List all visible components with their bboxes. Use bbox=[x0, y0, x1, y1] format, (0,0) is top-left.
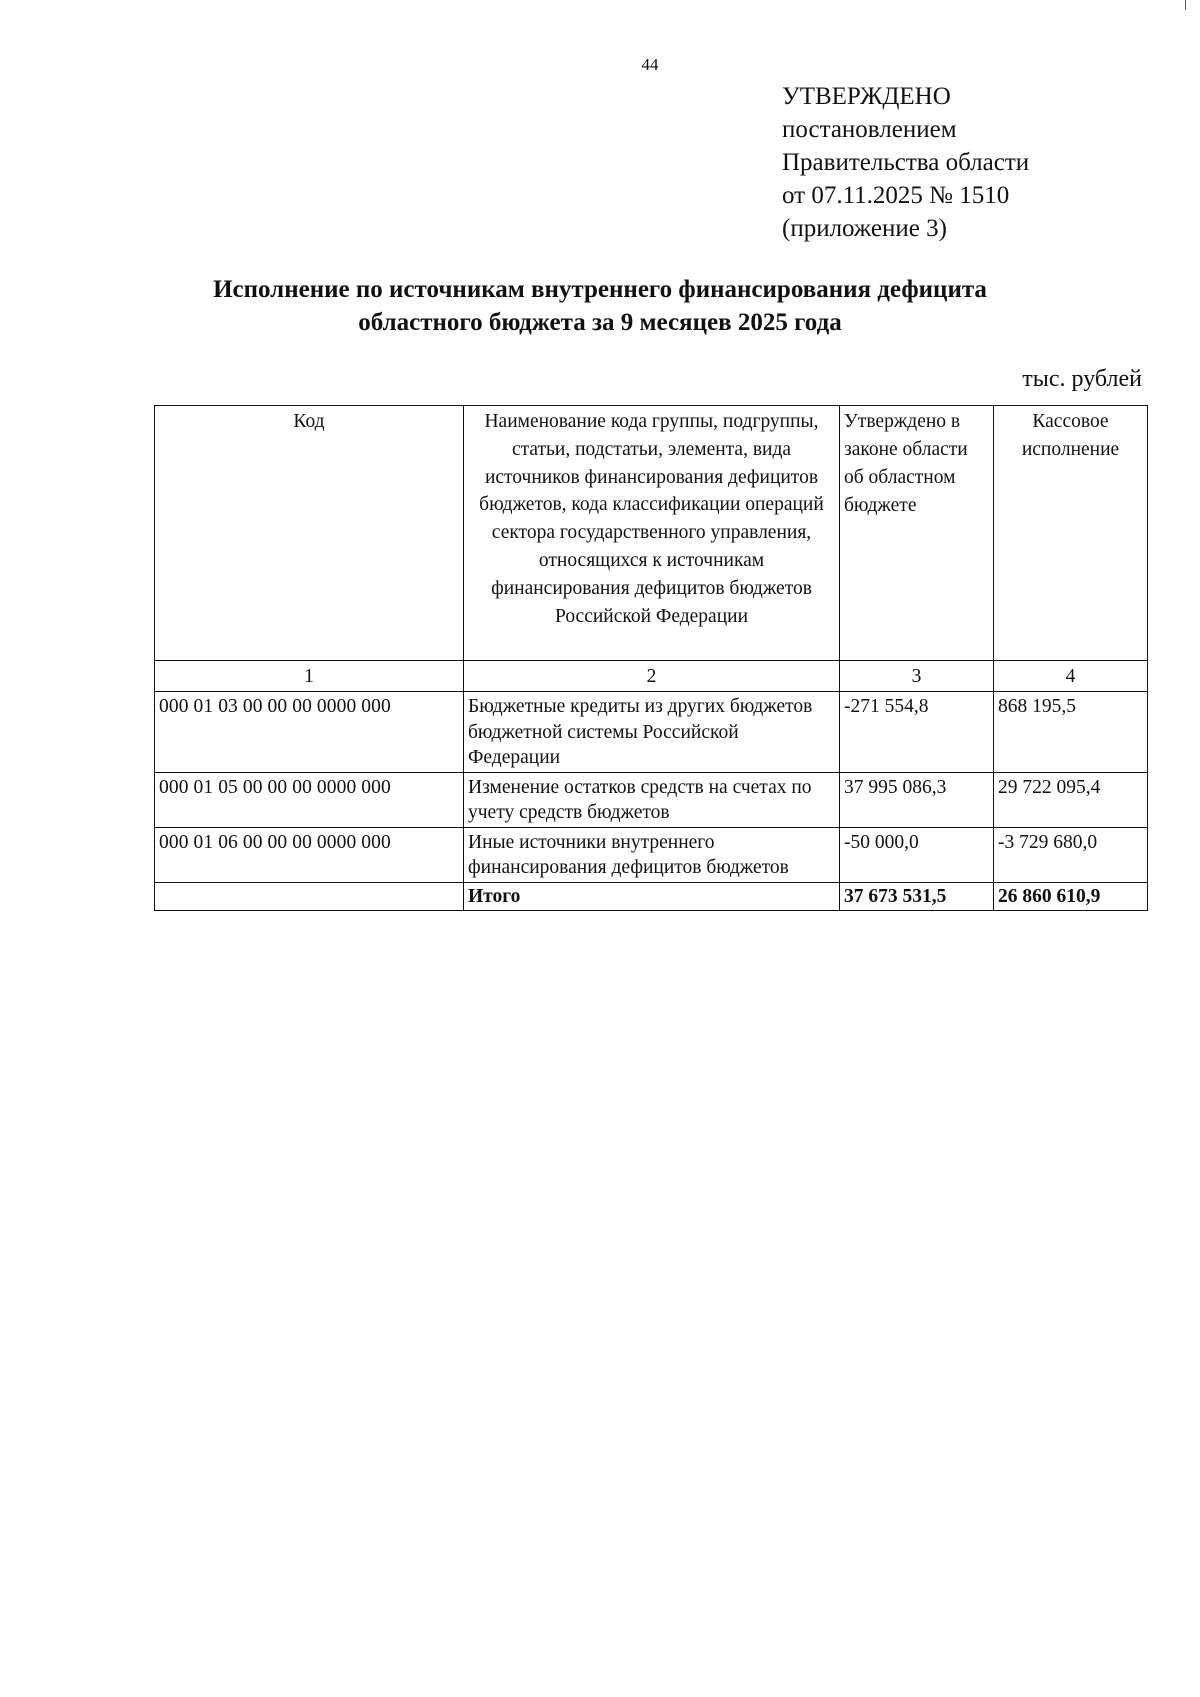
column-number-2: 2 bbox=[464, 661, 840, 692]
total-label: Итого bbox=[464, 882, 840, 910]
header-execution: Кассовое исполнение bbox=[994, 406, 1148, 661]
approval-line-4: от 07.11.2025 № 1510 bbox=[782, 182, 1010, 209]
row-execution: -3 729 680,0 bbox=[994, 827, 1148, 882]
row-code: 000 01 03 00 00 00 0000 000 bbox=[155, 692, 464, 773]
row-name: Иные источники внутреннего финансирования дефицитов бюджетов bbox=[464, 827, 840, 882]
document-title bbox=[100, 273, 1100, 339]
approval-line-2: постановлением bbox=[782, 116, 957, 143]
approval-line-1: УТВЕРЖДЕНО bbox=[782, 83, 951, 110]
total-approved: 37 673 531,5 bbox=[840, 882, 994, 910]
approval-line-3: Правительства области bbox=[782, 149, 1030, 176]
row-name: Изменение остатков средств на счетах по учету средств бюджетов bbox=[464, 772, 840, 827]
row-name: Бюджетные кредиты из других бюджетов бюджетной системы Российской Федерации bbox=[464, 692, 840, 773]
units-label: тыс. рублей bbox=[1022, 366, 1142, 392]
financing-table bbox=[154, 405, 1148, 911]
header-name: Наименование кода группы, подгруппы, статьи, подстатьи, элемента, вида источников финансирования дефицитов бюджетов, кода классификации операций сектора государственного управления, относящихся к источникам финансирования дефицитов бюджетов Российской Федерации bbox=[464, 406, 840, 661]
scan-mark bbox=[1185, 0, 1190, 10]
header-approved: Утверждено в законе области об областном бюджете bbox=[840, 406, 994, 661]
row-approved: -271 554,8 bbox=[840, 692, 994, 773]
table-row bbox=[155, 692, 1148, 773]
row-execution: 29 722 095,4 bbox=[994, 772, 1148, 827]
row-execution: 868 195,5 bbox=[994, 692, 1148, 773]
row-code: 000 01 06 00 00 00 0000 000 bbox=[155, 827, 464, 882]
header-row bbox=[155, 406, 1148, 661]
title-line-1: Исполнение по источникам внутреннего финансирования дефицита bbox=[213, 276, 987, 303]
title-line-2: областного бюджета за 9 месяцев 2025 года bbox=[358, 309, 842, 336]
column-number-3: 3 bbox=[840, 661, 994, 692]
table-row bbox=[155, 772, 1148, 827]
approval-stamp bbox=[782, 80, 1029, 245]
column-number-1: 1 bbox=[155, 661, 464, 692]
row-code: 000 01 05 00 00 00 0000 000 bbox=[155, 772, 464, 827]
approval-line-5: (приложение 3) bbox=[782, 215, 947, 242]
page-number: 44 bbox=[641, 55, 659, 74]
total-code bbox=[155, 882, 464, 910]
total-row bbox=[155, 882, 1148, 910]
header-code: Код bbox=[155, 406, 464, 661]
column-number-4: 4 bbox=[994, 661, 1148, 692]
column-numbers-row bbox=[155, 661, 1148, 692]
row-approved: 37 995 086,3 bbox=[840, 772, 994, 827]
row-approved: -50 000,0 bbox=[840, 827, 994, 882]
table-row bbox=[155, 827, 1148, 882]
total-execution: 26 860 610,9 bbox=[994, 882, 1148, 910]
